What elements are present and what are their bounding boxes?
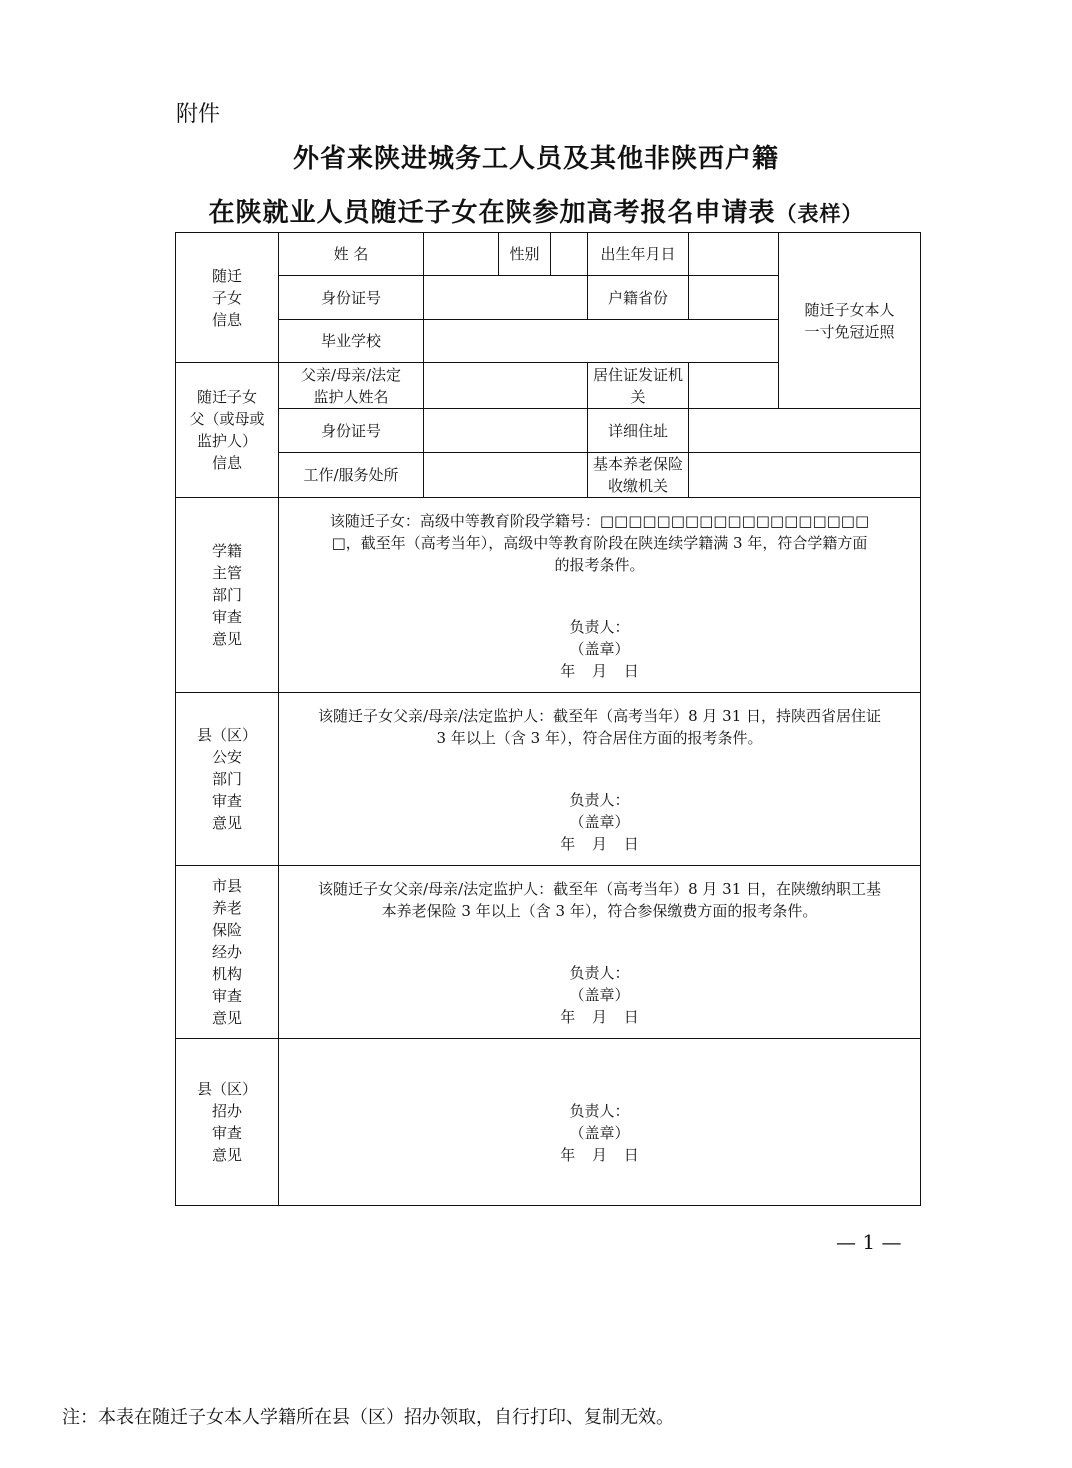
- pension-review-text-line1: 该随迁子女父亲/母亲/法定监护人：截至年（高考当年）8 月 31 日，在陕缴纳职工基: [317, 880, 882, 898]
- school-review-text-line3: 的报考条件。: [554, 556, 645, 574]
- child-birth-field[interactable]: [689, 233, 779, 276]
- school-review-responsible: 负责人：: [569, 618, 630, 636]
- admission-review-date: 年 月 日: [560, 1146, 639, 1164]
- form-title-line1: 外省来陕进城务工人员及其他非陕西户籍: [292, 144, 779, 174]
- parent-permit-field[interactable]: [689, 363, 779, 409]
- form-title-suffix: （表样）: [775, 202, 864, 226]
- parent-id-label: 身份证号: [279, 409, 424, 453]
- child-province-field[interactable]: [689, 276, 779, 320]
- child-school-label: 毕业学校: [279, 320, 424, 363]
- attachment-label: 附件: [176, 102, 221, 127]
- admission-review-seal: （盖章）: [569, 1124, 630, 1142]
- child-id-label: 身份证号: [279, 276, 424, 320]
- pension-review-section-label: 市县 养老 保险 经办 机构 审查 意见: [176, 866, 279, 1039]
- school-review-content[interactable]: [279, 498, 921, 693]
- pension-review-text-line2: 本养老保险 3 年以上（含 3 年），符合参保缴费方面的报考条件。: [381, 902, 818, 920]
- pension-review-date: 年 月 日: [560, 1008, 639, 1026]
- parent-info-section-label: 随迁子女 父（或母或 监护人） 信息: [176, 363, 279, 498]
- police-review-text-line2: 3 年以上（含 3 年），符合居住方面的报考条件。: [436, 729, 763, 747]
- police-review-responsible: 负责人：: [569, 791, 630, 809]
- footer-note: 注：本表在随迁子女本人学籍所在县（区）招办领取，自行打印、复制无效。: [62, 1407, 674, 1428]
- school-review-text-line2: □，截至年（高考当年），高级中等教育阶段在陕连续学籍满 3 年，符合学籍方面: [331, 534, 868, 552]
- admission-review-section-label: 县（区） 招办 审查 意见: [176, 1039, 279, 1206]
- page-number: — 1 —: [836, 1230, 902, 1254]
- police-review-date: 年 月 日: [560, 835, 639, 853]
- child-school-field[interactable]: [424, 320, 779, 363]
- parent-name-field[interactable]: [424, 363, 588, 409]
- police-review-content[interactable]: [279, 693, 921, 866]
- application-form-table: [175, 232, 921, 1206]
- parent-pension-field[interactable]: [689, 453, 921, 498]
- child-province-label: 户籍省份: [588, 276, 689, 320]
- police-review-section-label: 县（区） 公安 部门 审查 意见: [176, 693, 279, 866]
- parent-name-label: 父亲/母亲/法定 监护人姓名: [279, 363, 424, 409]
- child-gender-label: 性别: [499, 233, 551, 276]
- parent-address-field[interactable]: [689, 409, 921, 453]
- admission-review-content[interactable]: [279, 1039, 921, 1206]
- parent-address-label: 详细住址: [588, 409, 689, 453]
- school-review-date: 年 月 日: [560, 662, 639, 680]
- parent-pension-label: 基本养老保险 收缴机关: [588, 453, 689, 498]
- pension-review-seal: （盖章）: [569, 986, 630, 1004]
- parent-id-field[interactable]: [424, 409, 588, 453]
- child-name-label: 姓 名: [279, 233, 424, 276]
- parent-work-field[interactable]: [424, 453, 588, 498]
- form-title-main: 在陕就业人员随迁子女在陕参加高考报名申请表: [208, 198, 776, 228]
- school-review-seal: （盖章）: [569, 640, 630, 658]
- form-title-line2: [0, 192, 1072, 229]
- child-birth-label: 出生年月日: [588, 233, 689, 276]
- child-photo-box: 随迁子女本人 一寸免冠近照: [779, 233, 921, 409]
- child-info-section-label: 随迁 子女 信息: [176, 233, 279, 363]
- parent-permit-label: 居住证发证机关: [588, 363, 689, 409]
- child-name-field[interactable]: [424, 233, 499, 276]
- police-review-text-line1: 该随迁子女父亲/母亲/法定监护人：截至年（高考当年）8 月 31 日，持陕西省居住证: [317, 707, 882, 725]
- pension-review-responsible: 负责人：: [569, 964, 630, 982]
- school-review-section-label: 学籍 主管 部门 审查 意见: [176, 498, 279, 693]
- police-review-seal: （盖章）: [569, 813, 630, 831]
- child-id-field[interactable]: [424, 276, 588, 320]
- child-gender-field[interactable]: [551, 233, 588, 276]
- pension-review-content[interactable]: [279, 866, 921, 1039]
- parent-work-label: 工作/服务处所: [279, 453, 424, 498]
- admission-review-responsible: 负责人：: [569, 1102, 630, 1120]
- school-review-text-line1: 该随迁子女：高级中等教育阶段学籍号：□□□□□□□□□□□□□□□□□□□: [329, 512, 870, 530]
